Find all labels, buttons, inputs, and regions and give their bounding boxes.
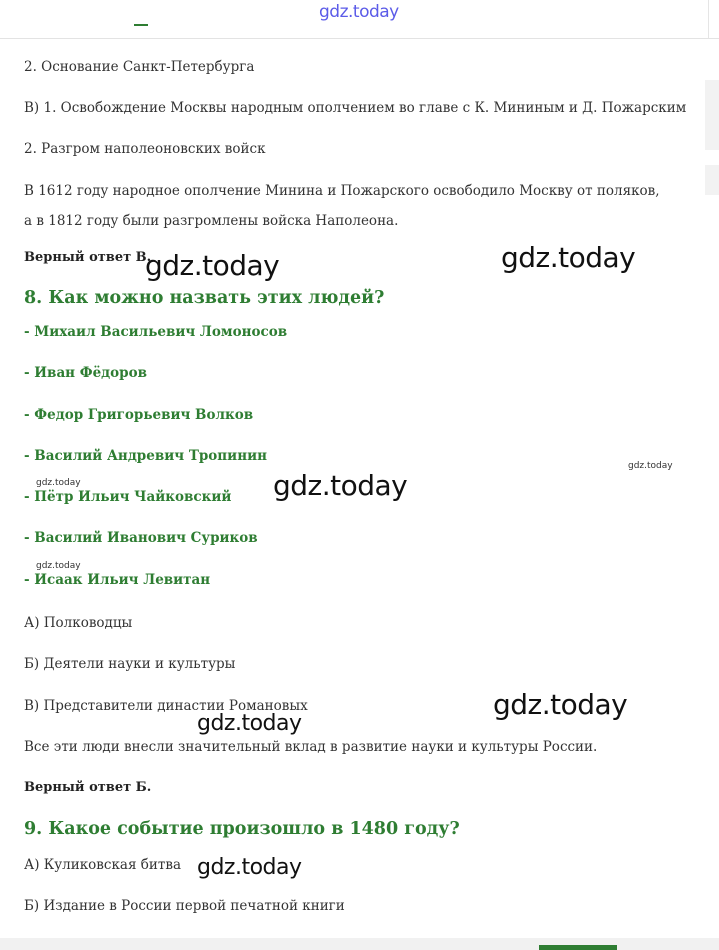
side-tab[interactable] (705, 80, 719, 150)
person-item: - Исаак Ильич Левитан (24, 572, 211, 588)
menu-icon[interactable] (134, 24, 148, 26)
top-bar (0, 0, 719, 39)
bottom-button[interactable] (539, 945, 617, 950)
watermark: gdz.today (493, 688, 628, 721)
divider (708, 0, 709, 38)
answer-option: 2. Основание Санкт-Петербурга (24, 59, 255, 75)
explanation-text: Все эти люди внесли значительный вклад в развитие науки и культуры России. (24, 739, 598, 755)
answer-option: А) Полководцы (24, 615, 133, 631)
watermark: gdz.today (273, 469, 408, 502)
person-item: - Федор Григорьевич Волков (24, 407, 254, 423)
answer-option: В) Представители династии Романовых (24, 698, 308, 714)
answer-option: 2. Разгром наполеоновских войск (24, 141, 266, 157)
watermark: gdz.today (197, 711, 302, 736)
explanation-text: В 1612 году народное ополчение Минина и Пожарского освободило Москву от поляков, а в 1812 году были разгромлены войска Наполеона. (24, 183, 660, 229)
correct-answer: Верный ответ В. (24, 250, 152, 265)
correct-answer: Верный ответ Б. (24, 780, 152, 795)
person-item: - Василий Иванович Суриков (24, 530, 258, 546)
question-title: 8. Как можно назвать этих людей? (24, 288, 385, 308)
site-logo[interactable]: gdz.today (319, 2, 399, 22)
watermark: gdz.today (145, 249, 280, 282)
side-tab[interactable] (705, 165, 719, 195)
answer-option: Б) Издание в России первой печатной книги (24, 898, 345, 914)
answer-option: А) Куликовская битва (24, 857, 182, 873)
person-item: - Михаил Васильевич Ломоносов (24, 324, 288, 340)
person-item: - Иван Фёдоров (24, 365, 147, 381)
question-title: 9. Какое событие произошло в 1480 году? (24, 819, 460, 839)
watermark: gdz.today (501, 241, 636, 274)
answer-option: Б) Деятели науки и культуры (24, 656, 236, 672)
answer-option: В) 1. Освобождение Москвы народным ополчением во главе с К. Мининым и Д. Пожарским (24, 100, 687, 116)
person-item: - Василий Андревич Тропинин (24, 448, 267, 464)
watermark: gdz.today (36, 478, 81, 488)
watermark: gdz.today (628, 461, 673, 471)
person-item: - Пётр Ильич Чайковский (24, 489, 232, 505)
watermark: gdz.today (36, 561, 81, 571)
watermark: gdz.today (197, 855, 302, 880)
